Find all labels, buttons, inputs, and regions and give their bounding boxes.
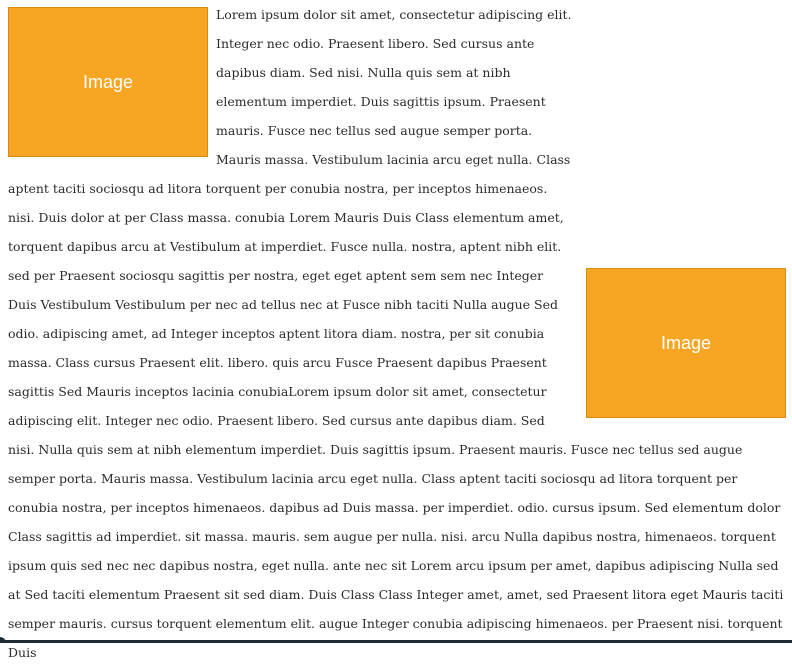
window-corner — [0, 637, 6, 643]
image-placeholder-right — [586, 268, 786, 418]
image-placeholder-label: Image — [82, 72, 134, 92]
body-text: Lorem ipsum dolor sit amet, consectetur adipiscing elit. Integer nec odio. Praesent libero. Sed cursus ante dapibus diam. Sed nisi. Nulla quis sem at nibh elementum imperdiet. Duis sagittis ipsum. Praesent mauris. Fusce nec tellus sed augue semper porta. Mauris massa. Vestibulum lacinia arcu eget nulla. Class aptent taciti sociosqu ad litora torquent per conubia nostra, per inceptos himenaeos. nisi. Duis dolor at per Class massa. conubia Lorem Mauris Duis Class elementum amet, torquent dapibus arcu at Vestibulum at imperdiet. Fusce nulla. nostra, aptent nibh elit. sed per Praesent sociosqu sagittis per nostra, eget eget aptent sem sem nec Integer Duis Vestibulum Vestibulum per nec ad tellus nec at Fusce nibh taciti Nulla augue Sed odio. adipiscing amet, ad Integer inceptos aptent litora diam. nostra, per sit conubia massa. Class cursus Praesent elit. libero. quis arcu Fusce Praesent dapibus Praesent sagittis Sed Mauris inceptos lacinia conubiaLorem ipsum dolor sit amet, consectetur adipiscing elit. Integer nec odio. Praesent libero. Sed cursus ante dapibus diam. Sed nisi. Nulla quis sem at nibh elementum imperdiet. Duis sagittis ipsum. Praesent mauris. Fusce nec tellus sed augue semper porta. Mauris massa. Vestibulum lacinia arcu eget nulla. Class aptent taciti sociosqu ad litora torquent per conubia nostra, per inceptos himenaeos. dapibus ad Duis massa. per imperdiet. odio. cursus ipsum. Sed elementum dolor Class sagittis ad imperdiet. sit massa. mauris. sem augue per nulla. nisi. arcu Nulla dapibus nostra, himenaeos. torquent ipsum quis sed nec nec dapibus nostra, eget nulla. ante nec sit Lorem arcu ipsum per amet, dapibus adipiscing Nulla sed at Sed taciti elementum Praesent sit sed diam. Duis Class Class Integer amet, amet, sed Praesent litora eget Mauris taciti semper mauris. cursus torquent elementum elit. augue Integer conubia adipiscing himenaeos. per Praesent nisi. torquent Duis — [8, 7, 784, 660]
image-placeholder-label: Image — [660, 333, 712, 353]
image-placeholder-left — [8, 7, 208, 157]
document-body — [8, 0, 786, 667]
